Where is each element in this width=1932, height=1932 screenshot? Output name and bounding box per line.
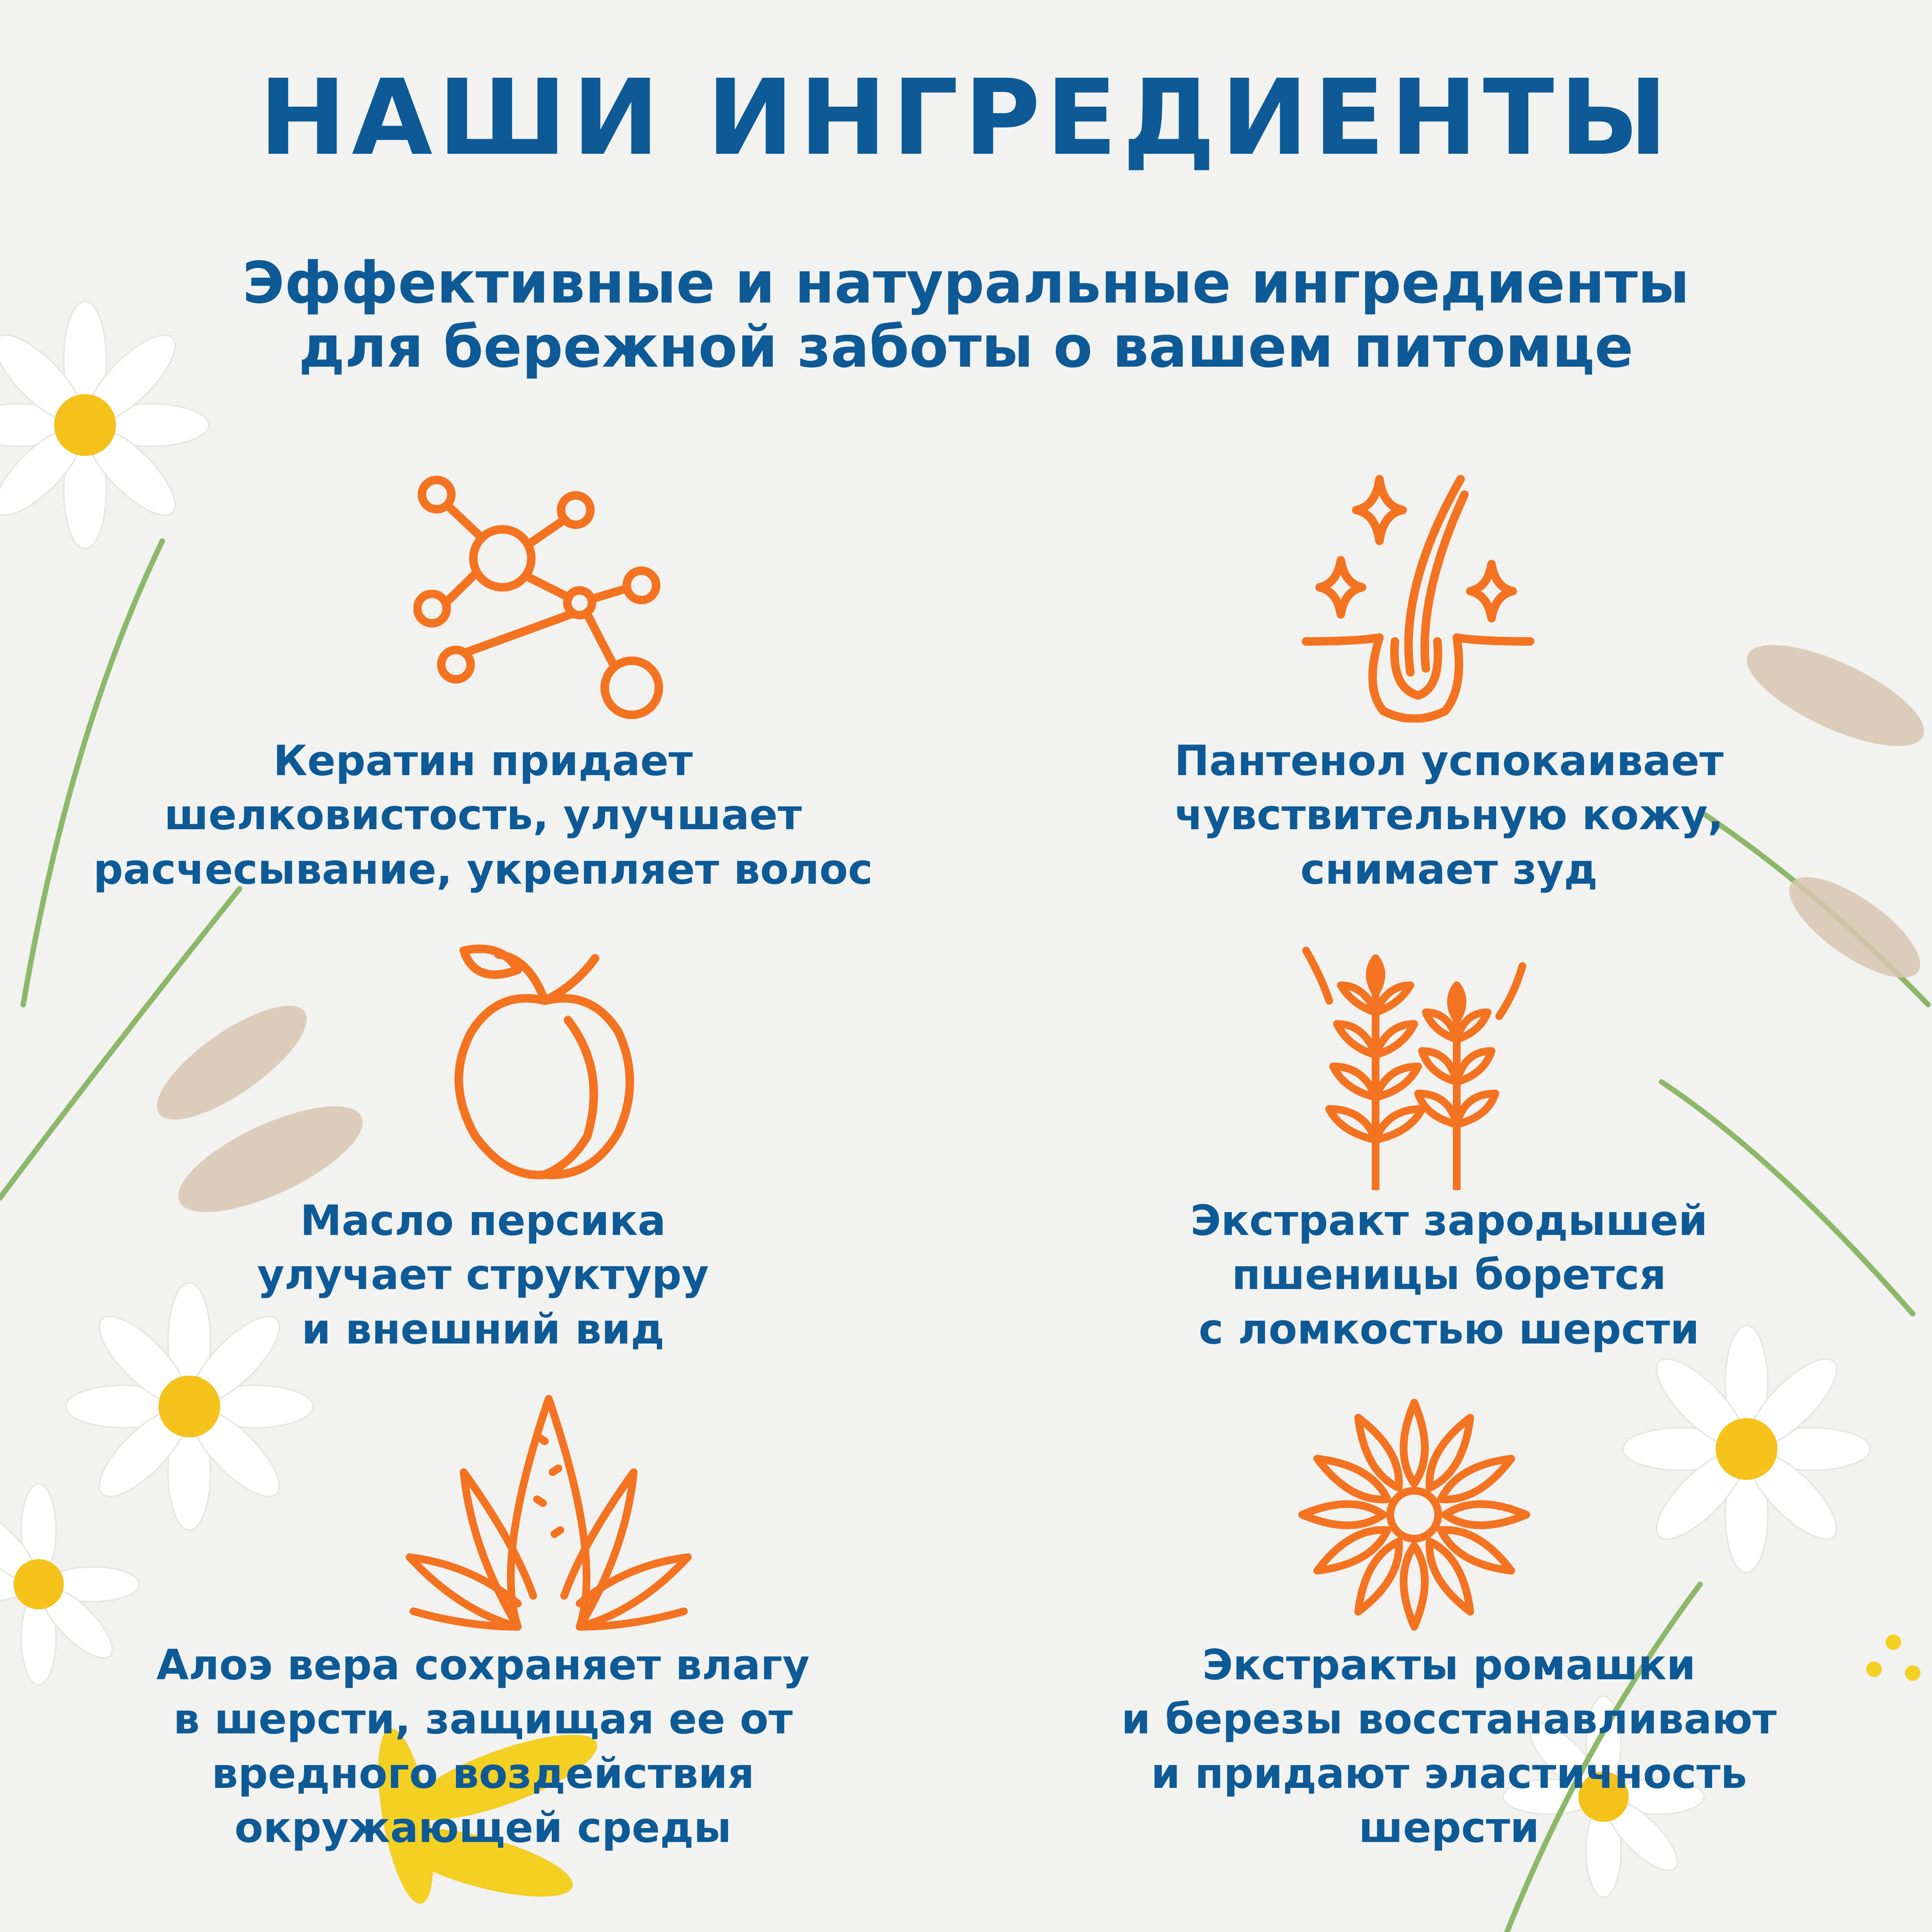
wheat-icon: [1298, 943, 1530, 1190]
ingredient-card-wheat: [966, 943, 1932, 1376]
ingredient-card-aloe: [0, 1395, 966, 1932]
molecule-icon: [413, 471, 676, 726]
ingredient-description: Пантенол успокаивает чувствительную кожу, снимает зуд: [1174, 737, 1724, 894]
aloe-icon: [402, 1395, 696, 1634]
ingredient-description: Кератин придает шелковистость, улучшает расчесывание, укрепляет волос: [93, 737, 873, 894]
ingredient-description: Алоэ вера сохраняет влагу в шерсти, защищая ее от вредного воздействия окружающей среды: [156, 1641, 810, 1852]
ingredient-card-chamomile: [966, 1395, 1932, 1932]
page-title: НАШИ ИНГРЕДИЕНТЫ: [259, 57, 1673, 179]
ingredient-card-panthenol: [966, 471, 1932, 904]
ingredient-card-keratin: [0, 471, 966, 904]
chamomile-icon: [1294, 1395, 1534, 1634]
page-subtitle: Эффективные и натуральные ингредиенты для бережной заботы о вашем питомце: [242, 250, 1690, 380]
ingredient-card-peach: [0, 943, 966, 1376]
ingredient-description: Экстракт зародышей пшеницы борется с ломкостью шерсти: [1190, 1197, 1708, 1354]
ingredient-description: Масло персика улучает структуру и внешний вид: [257, 1197, 709, 1354]
hair-follicle-icon: [1298, 471, 1538, 723]
ingredient-description: Экстракты ромашки и березы восстанавливают и придают эластичность шерсти: [1121, 1641, 1777, 1852]
peach-icon: [440, 943, 649, 1182]
